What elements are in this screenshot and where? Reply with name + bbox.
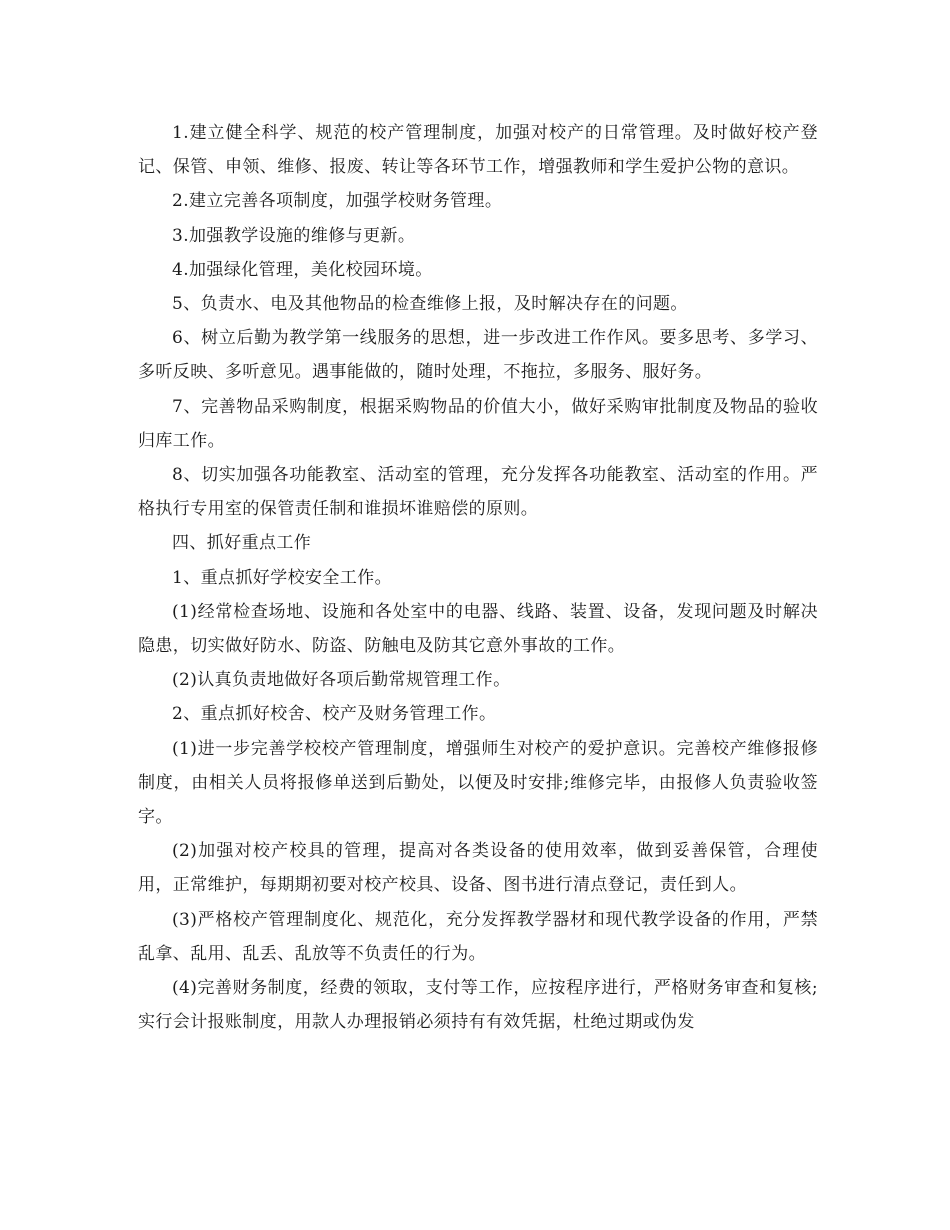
paragraph-facility-maintenance: 3.加强教学设施的维修与更新。 — [172, 225, 416, 246]
paragraph-utilities-inspection: 5、负责水、电及其他物品的检查维修上报，及时解决存在的问题。 — [172, 294, 688, 315]
document-body — [138, 116, 818, 1039]
paragraph-safety-work: 1、重点抓好学校安全工作。 — [172, 567, 393, 588]
paragraph-standardization: (3)严格校产管理制度化、规范化，充分发挥教学器材和现代教学设备的作用，严禁乱拿、乱用、乱丢、乱放等不负责任的行为。 — [138, 909, 818, 964]
section-heading-key-work: 四、抓好重点工作 — [172, 533, 312, 554]
paragraph-finance-procedures: (4)完善财务制度，经费的领取，支付等工作，应按程序进行，严格财务审查和复核;实行会计报账制度，用款人办理报销必须持有有效凭据，杜绝过期或伪发 — [138, 978, 818, 1033]
paragraph-service-attitude: 6、树立后勤为教学第一线服务的思想，进一步改进工作作风。要多思考、多学习、多听反映、多听意见。遇事能做的，随时处理，不拖拉，多服务、服好务。 — [138, 328, 818, 383]
paragraph-equipment-management: (2)加强对校产校具的管理，提高对各类设备的使用效率，做到妥善保管，合理使用，正常维护，每期期初要对校产校具、设备、图书进行清点登记，责任到人。 — [138, 841, 818, 896]
paragraph-campus-finance-work: 2、重点抓好校舍、校产及财务管理工作。 — [172, 704, 497, 725]
paragraph-routine-management: (2)认真负责地做好各项后勤常规管理工作。 — [172, 670, 511, 691]
paragraph-greening: 4.加强绿化管理，美化校园环境。 — [172, 259, 433, 280]
paragraph-procurement: 7、完善物品采购制度，根据采购物品的价值大小，做好采购审批制度及物品的验收归库工作。 — [138, 396, 818, 451]
paragraph-repair-system: (1)进一步完善学校校产管理制度，增强师生对校产的爱护意识。完善校产维修报修制度，由相关人员将报修单送到后勤处，以便及时安排;维修完毕，由报修人负责验收签字。 — [138, 738, 818, 828]
paragraph-function-rooms: 8、切实加强各功能教室、活动室的管理，充分发挥各功能教室、活动室的作用。严格执行专用室的保管责任制和谁损坏谁赔偿的原则。 — [138, 465, 818, 520]
paragraph-finance-system: 2.建立完善各项制度，加强学校财务管理。 — [172, 191, 503, 212]
paragraph-asset-management-system: 1.建立健全科学、规范的校产管理制度，加强对校产的日常管理。及时做好校产登记、保管、申领、维修、报废、转让等各环节工作，增强教师和学生爱护公物的意识。 — [138, 123, 818, 178]
paragraph-safety-inspection: (1)经常检查场地、设施和各处室中的电器、线路、装置、设备，发现问题及时解决隐患，切实做好防水、防盗、防触电及防其它意外事故的工作。 — [138, 601, 818, 657]
